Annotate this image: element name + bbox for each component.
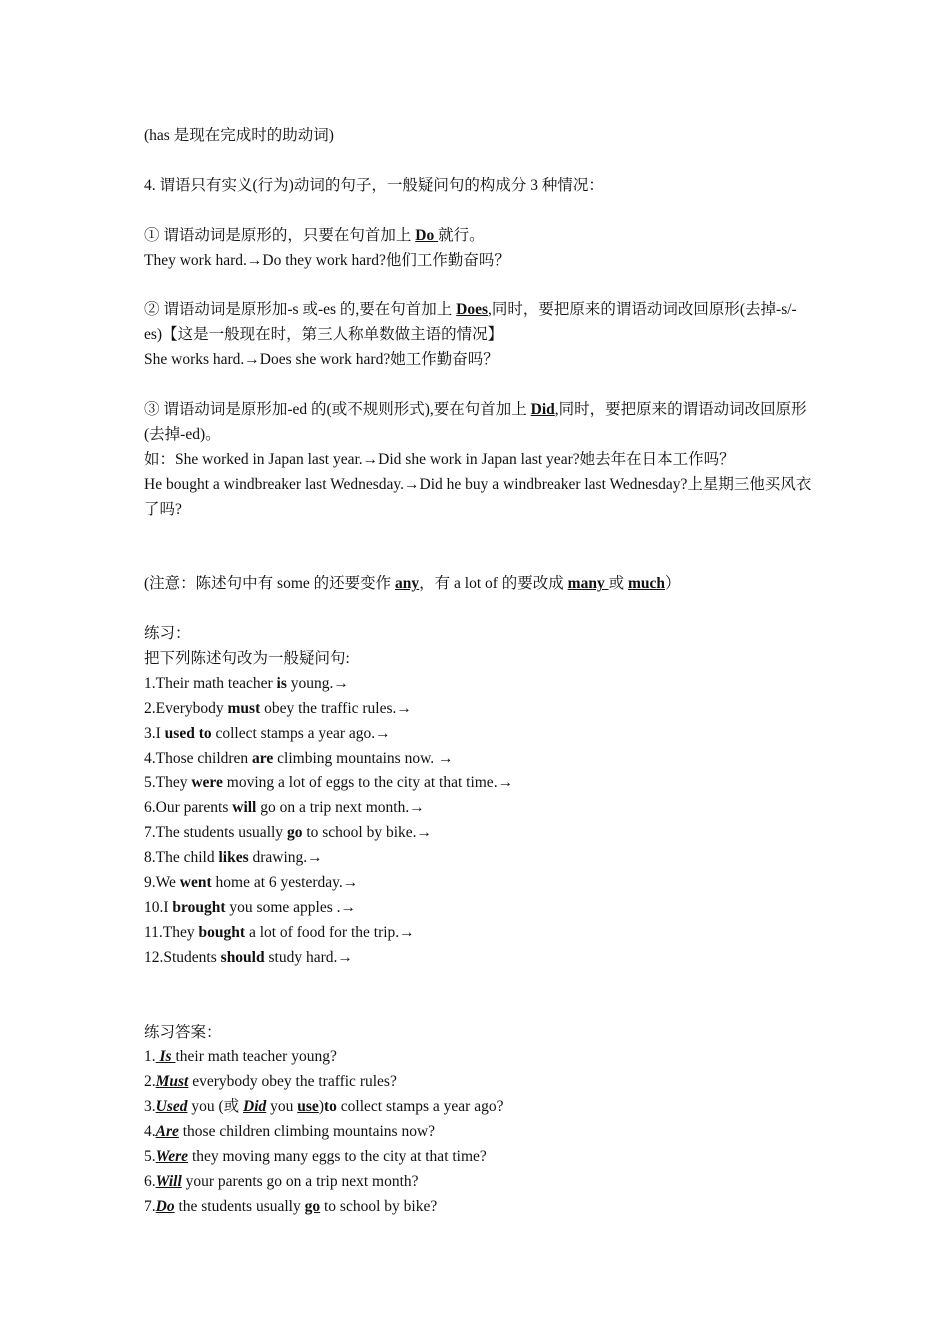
case1-example: They work hard.→Do they work hard?他们工作勤奋吗？ [144, 251, 510, 269]
case3-rule: ③ 谓语动词是原形加-ed 的(或不规则形式),要在句首加上 Did,同时，要把原来的谓语动词改回原形(去掉-ed)。 [144, 400, 807, 443]
answers-list [144, 1045, 812, 1219]
answer-item: 1. Is their math teacher young? [144, 1048, 337, 1066]
exercise-item: 2.Everybody must obey the traffic rules.→ [144, 699, 412, 717]
note: (注意：陈述句中有 some 的还要变作 any，有 a lot of 的要改成 many 或 much） [144, 575, 681, 593]
keyword-much: much [627, 575, 666, 593]
answer-item: 2.Must everybody obey the traffic rules? [144, 1073, 397, 1091]
section4-heading: 4. 谓语只有实义(行为)动词的句子，一般疑问句的构成分 3 种情况： [144, 176, 604, 194]
case2-example: She works hard.→Does she work hard?她工作勤奋吗？ [144, 351, 499, 369]
exercise-item: 4.Those children are climbing mountains now. → [144, 749, 454, 767]
answer-item: 5.Were they moving many eggs to the city at that time? [144, 1148, 487, 1166]
exercise-list [144, 672, 812, 971]
case3-example1: 如：She worked in Japan last year.→Did she work in Japan last year?她去年在日本工作吗？ [144, 450, 735, 468]
answers-title: 练习答案： [144, 1023, 222, 1041]
answer-item: 3.Used you (或 Did you use)to collect stamps a year ago? [144, 1098, 504, 1116]
keyword-does: Does [456, 301, 489, 319]
exercise-item: 5.They were moving a lot of eggs to the city at that time.→ [144, 774, 514, 792]
keyword-many: many [567, 575, 609, 593]
exercise-item: 12.Students should study hard.→ [144, 948, 353, 966]
document-body [144, 124, 812, 1220]
exercise-item: 11.They bought a lot of food for the trip.→ [144, 923, 415, 941]
intro-note: (has 是现在完成时的助动词) [144, 127, 334, 144]
keyword-do: Do [415, 226, 439, 244]
keyword-any: any [395, 575, 420, 593]
answer-item: 6.Will your parents go on a trip next month? [144, 1172, 419, 1190]
exercise-item: 7.The students usually go to school by bike.→ [144, 824, 433, 842]
exercise-item: 3.I used to collect stamps a year ago.→ [144, 724, 391, 742]
case1-rule: ① 谓语动词是原形的，只要在句首加上 Do 就行。 [144, 226, 485, 244]
answer-item: 4.Are those children climbing mountains now? [144, 1123, 436, 1141]
exercise-item: 6.Our parents will go on a trip next month.→ [144, 799, 425, 817]
case2-rule: ② 谓语动词是原形加-s 或-es 的,要在句首加上 Does,同时，要把原来的谓语动词改回原形(去掉-s/-es)【这是一般现在时，第三人称单数做主语的情况】 [144, 301, 797, 344]
exercise-instruction: 把下列陈述句改为一般疑问句: [144, 649, 350, 667]
exercise-item: 8.The child likes drawing.→ [144, 849, 323, 867]
exercise-item: 9.We went home at 6 yesterday.→ [144, 874, 359, 892]
case3-example2: He bought a windbreaker last Wednesday.→Did he buy a windbreaker last Wednesday?上星期三他买风衣了吗? [144, 475, 812, 518]
exercise-item: 1.Their math teacher is young.→ [144, 674, 349, 692]
exercise-title: 练习： [144, 625, 191, 643]
answer-item: 7.Do the students usually go to school by bike? [144, 1197, 438, 1215]
exercise-item: 10.I brought you some apples .→ [144, 899, 356, 916]
keyword-did: Did [530, 400, 555, 418]
